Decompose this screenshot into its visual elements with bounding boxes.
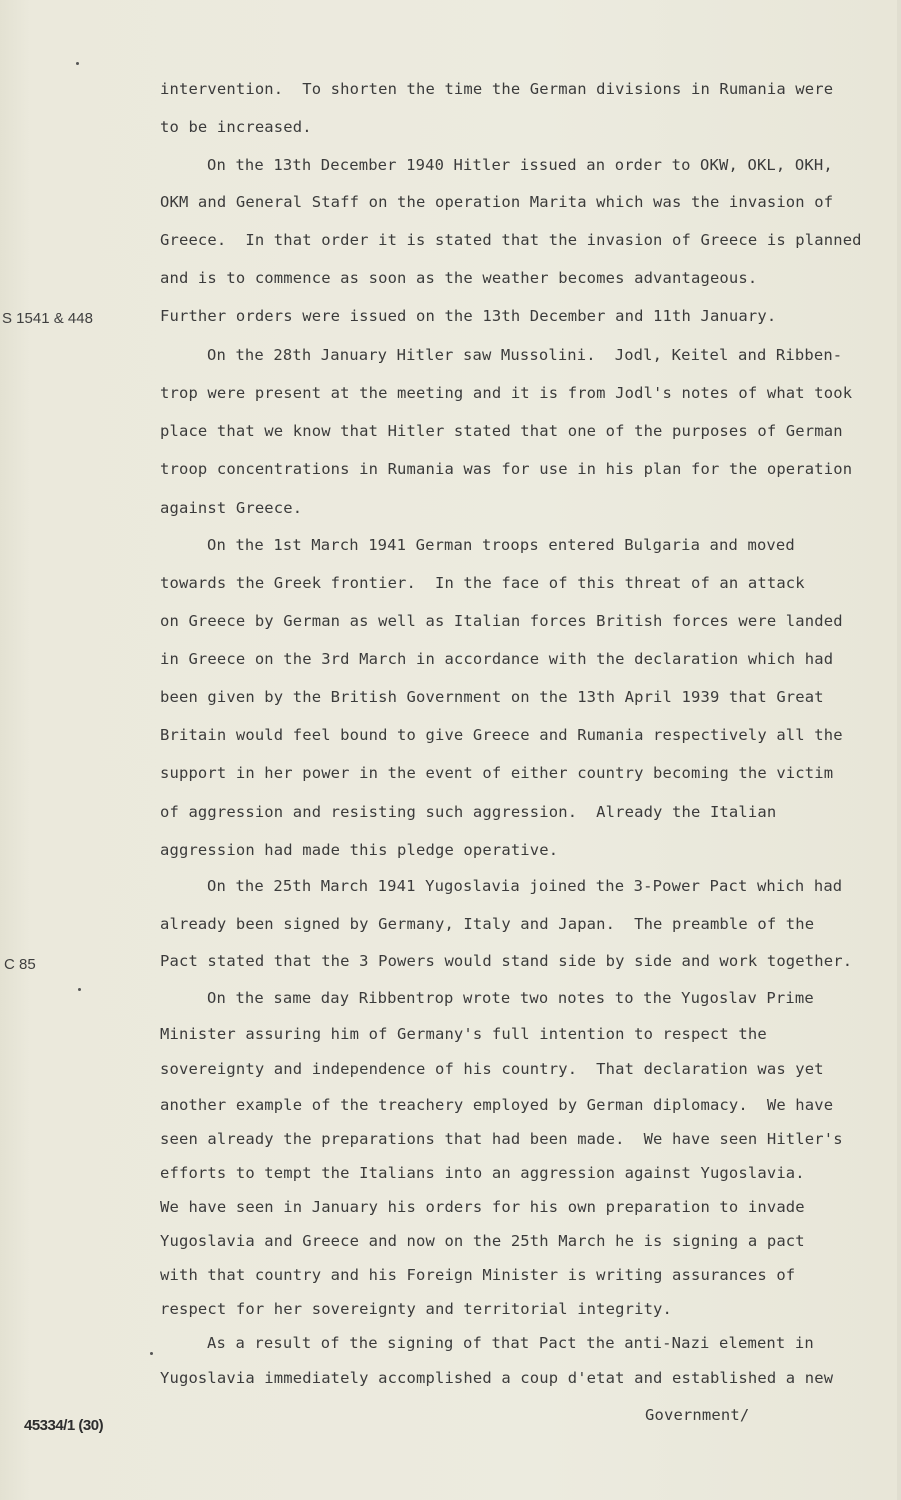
text-line: Pact stated that the 3 Powers would stand side by side and work together.: [160, 952, 853, 970]
text-line: with that country and his Foreign Minister is writing assurances of: [160, 1266, 796, 1284]
text-line: On the 1st March 1941 German troops entered Bulgaria and moved: [207, 536, 795, 554]
text-line: Britain would feel bound to give Greece and Rumania respectively all the: [160, 726, 843, 744]
text-line: Yugoslavia immediately accomplished a coup d'etat and established a new: [160, 1369, 834, 1387]
text-line: intervention. To shorten the time the German divisions in Rumania were: [160, 80, 834, 98]
text-line: Further orders were issued on the 13th December and 11th January.: [160, 307, 777, 325]
text-line: in Greece on the 3rd March in accordance with the declaration which had: [160, 650, 834, 668]
text-line: and is to commence as soon as the weather becomes advantageous.: [160, 269, 758, 287]
catchword: Government/: [645, 1406, 750, 1424]
text-line: sovereignty and independence of his country. That declaration was yet: [160, 1060, 824, 1078]
text-line: On the same day Ribbentrop wrote two notes to the Yugoslav Prime: [207, 989, 814, 1007]
text-line: another example of the treachery employed by German diplomacy. We have: [160, 1096, 834, 1114]
text-line: On the 13th December 1940 Hitler issued an order to OKW, OKL, OKH,: [207, 156, 833, 174]
print-code: 45334/1 (30): [24, 1417, 104, 1434]
text-line: against Greece.: [160, 499, 303, 517]
text-line: Minister assuring him of Germany's full intention to respect the: [160, 1025, 767, 1043]
text-line: efforts to tempt the Italians into an aggression against Yugoslavia.: [160, 1164, 805, 1182]
text-line: already been signed by Germany, Italy and Japan. The preamble of the: [160, 915, 815, 933]
text-line: Yugoslavia and Greece and now on the 25th March he is signing a pact: [160, 1232, 805, 1250]
text-line: towards the Greek frontier. In the face of this threat of an attack: [160, 574, 805, 592]
text-line: on Greece by German as well as Italian forces British forces were landed: [160, 612, 843, 630]
text-line: Greece. In that order it is stated that the invasion of Greece is planned: [160, 231, 862, 249]
text-line: respect for her sovereignty and territorial integrity.: [160, 1300, 673, 1318]
text-line: On the 25th March 1941 Yugoslavia joined the 3-Power Pact which had: [207, 877, 843, 895]
text-line: OKM and General Staff on the operation Marita which was the invasion of: [160, 193, 834, 211]
ink-speck: [76, 62, 79, 65]
text-line: seen already the preparations that had been made. We have seen Hitler's: [160, 1130, 843, 1148]
ink-speck: [78, 988, 81, 991]
text-line: support in her power in the event of either country becoming the victim: [160, 764, 834, 782]
text-line: We have seen in January his orders for his own preparation to invade: [160, 1198, 805, 1216]
text-line: been given by the British Government on the 13th April 1939 that Great: [160, 688, 824, 706]
margin-note: C 85: [4, 956, 36, 973]
text-line: place that we know that Hitler stated that one of the purposes of German: [160, 422, 843, 440]
page-edge: [897, 0, 901, 1500]
text-line: As a result of the signing of that Pact the anti-Nazi element in: [207, 1334, 814, 1352]
text-line: aggression had made this pledge operative.: [160, 841, 559, 859]
text-line: to be increased.: [160, 118, 312, 136]
text-line: troop concentrations in Rumania was for use in his plan for the operation: [160, 460, 853, 478]
text-line: On the 28th January Hitler saw Mussolini. Jodl, Keitel and Ribben-: [207, 346, 843, 364]
margin-note: S 1541 & 448: [2, 310, 93, 327]
text-line: trop were present at the meeting and it is from Jodl's notes of what took: [160, 384, 853, 402]
text-line: of aggression and resisting such aggression. Already the Italian: [160, 803, 777, 821]
ink-speck: [150, 1352, 153, 1355]
